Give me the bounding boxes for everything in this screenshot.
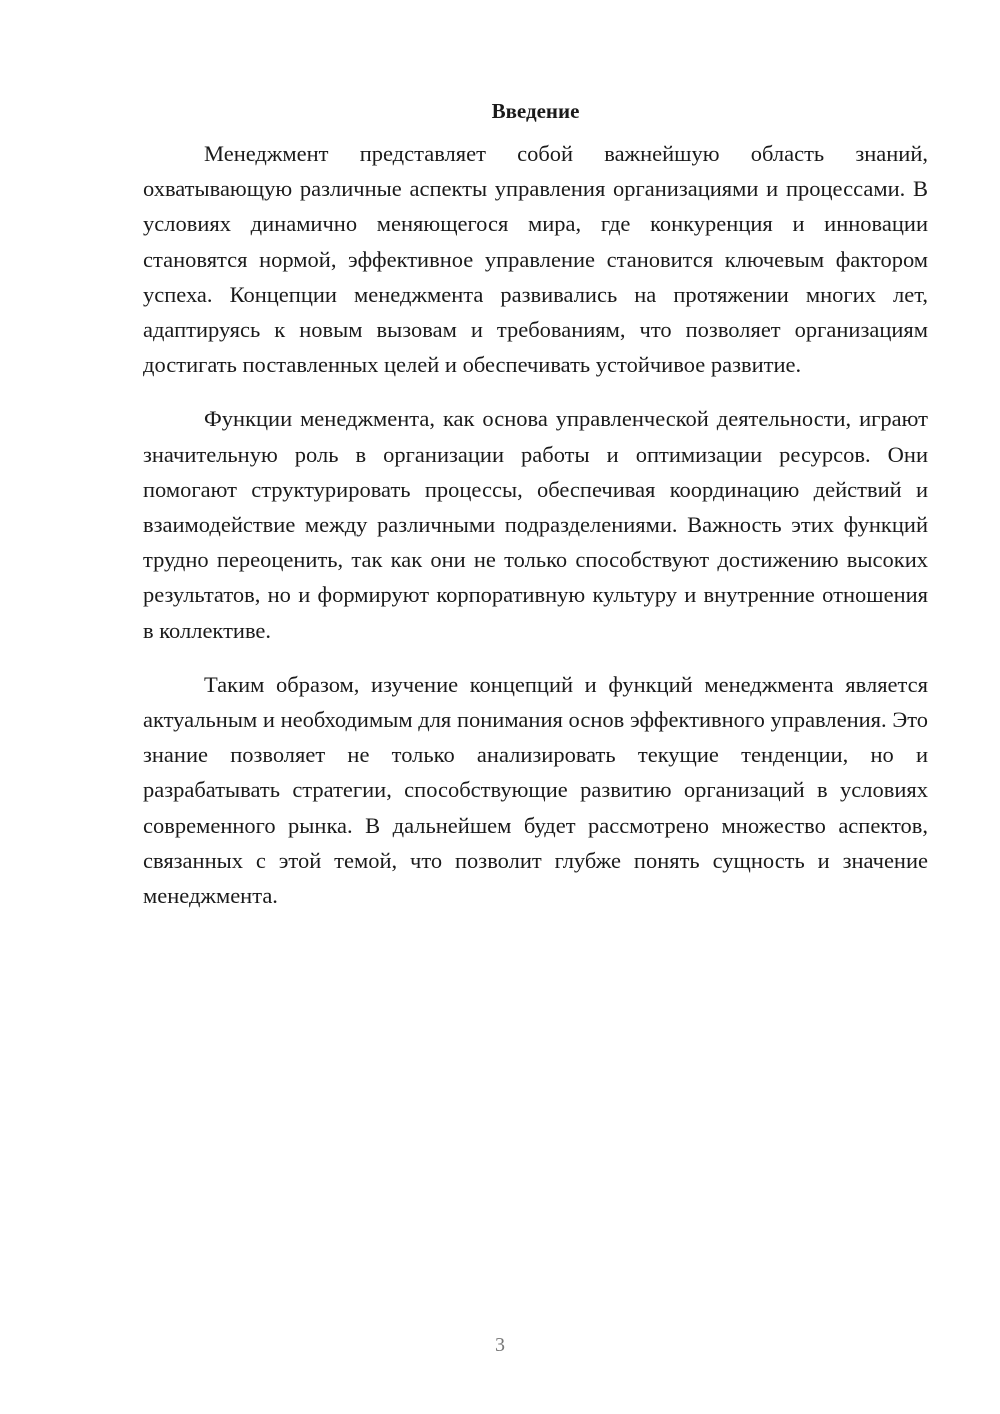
section-title: Введение <box>491 99 580 123</box>
page-content <box>143 96 928 913</box>
paragraph-1: Менеджмент представляет собой важнейшую область знаний, охватывающую различные аспекты управления организациями и процессами. В условиях динамично меняющегося мира, где конкуренция и инновации становятся нормой, эффективное управление становится ключевым фактором успеха. Концепции менеджмента развивались на протяжении многих лет, адаптируясь к новым вызовам и требованиям, что позволяет организациям достигать поставленных целей и обеспечивать устойчивое развитие. <box>143 141 928 378</box>
paragraph-3: Таким образом, изучение концепций и функций менеджмента является актуальным и необходимым для понимания основ эффективного управления. Это знание позволяет не только анализировать текущие тенденции, но и разрабатывать стратегии, способствующие развитию организаций в условиях современного рынка. В дальнейшем будет рассмотрено множество аспектов, связанных с этой темой, что позволит глубже понять сущность и значение менеджмента. <box>143 671 928 909</box>
paragraph-2: Функции менеджмента, как основа управленческой деятельности, играют значительную роль в организации работы и оптимизации ресурсов. Они помогают структурировать процессы, обеспечивая координацию действий и взаимодействие между различными подразделениями. Важность этих функций трудно переоценить, так как они не только способствуют достижению высоких результатов, но и формируют корпоративную культуру и внутренние отношения в коллективе. <box>143 406 928 643</box>
page-number: 3 <box>495 1334 505 1356</box>
